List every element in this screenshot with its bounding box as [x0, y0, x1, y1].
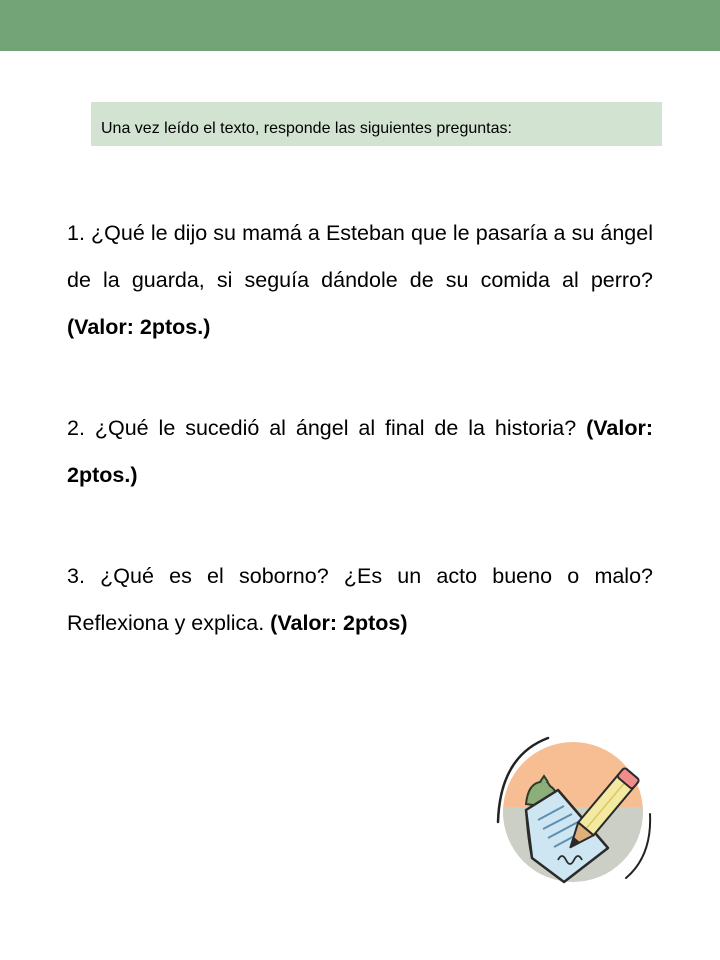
question-2-text: 2. ¿Qué le sucedió al ángel al final de la historia?	[67, 416, 587, 440]
question-3	[67, 553, 653, 647]
question-3-value: (Valor: 2ptos)	[270, 611, 408, 635]
question-3-text: 3. ¿Qué es el soborno? ¿Es un acto bueno o malo? Reflexiona y explica.	[67, 564, 653, 635]
question-1-value: (Valor: 2ptos.)	[67, 315, 211, 339]
header-band	[0, 0, 720, 51]
writing-pencil-paper-icon	[488, 732, 658, 892]
instruction-box	[91, 102, 662, 146]
question-1-text: 1. ¿Qué le dijo su mamá a Esteban que le pasaría a su ángel de la guarda, si seguía dándole de su comida al perro?	[67, 221, 653, 292]
question-2	[67, 405, 653, 499]
question-1	[67, 210, 653, 351]
question-list	[67, 210, 653, 701]
question-2-value: (Valor: 2ptos.)	[67, 416, 653, 487]
instruction-text: Una vez leído el texto, responde las siguientes preguntas:	[101, 120, 512, 137]
